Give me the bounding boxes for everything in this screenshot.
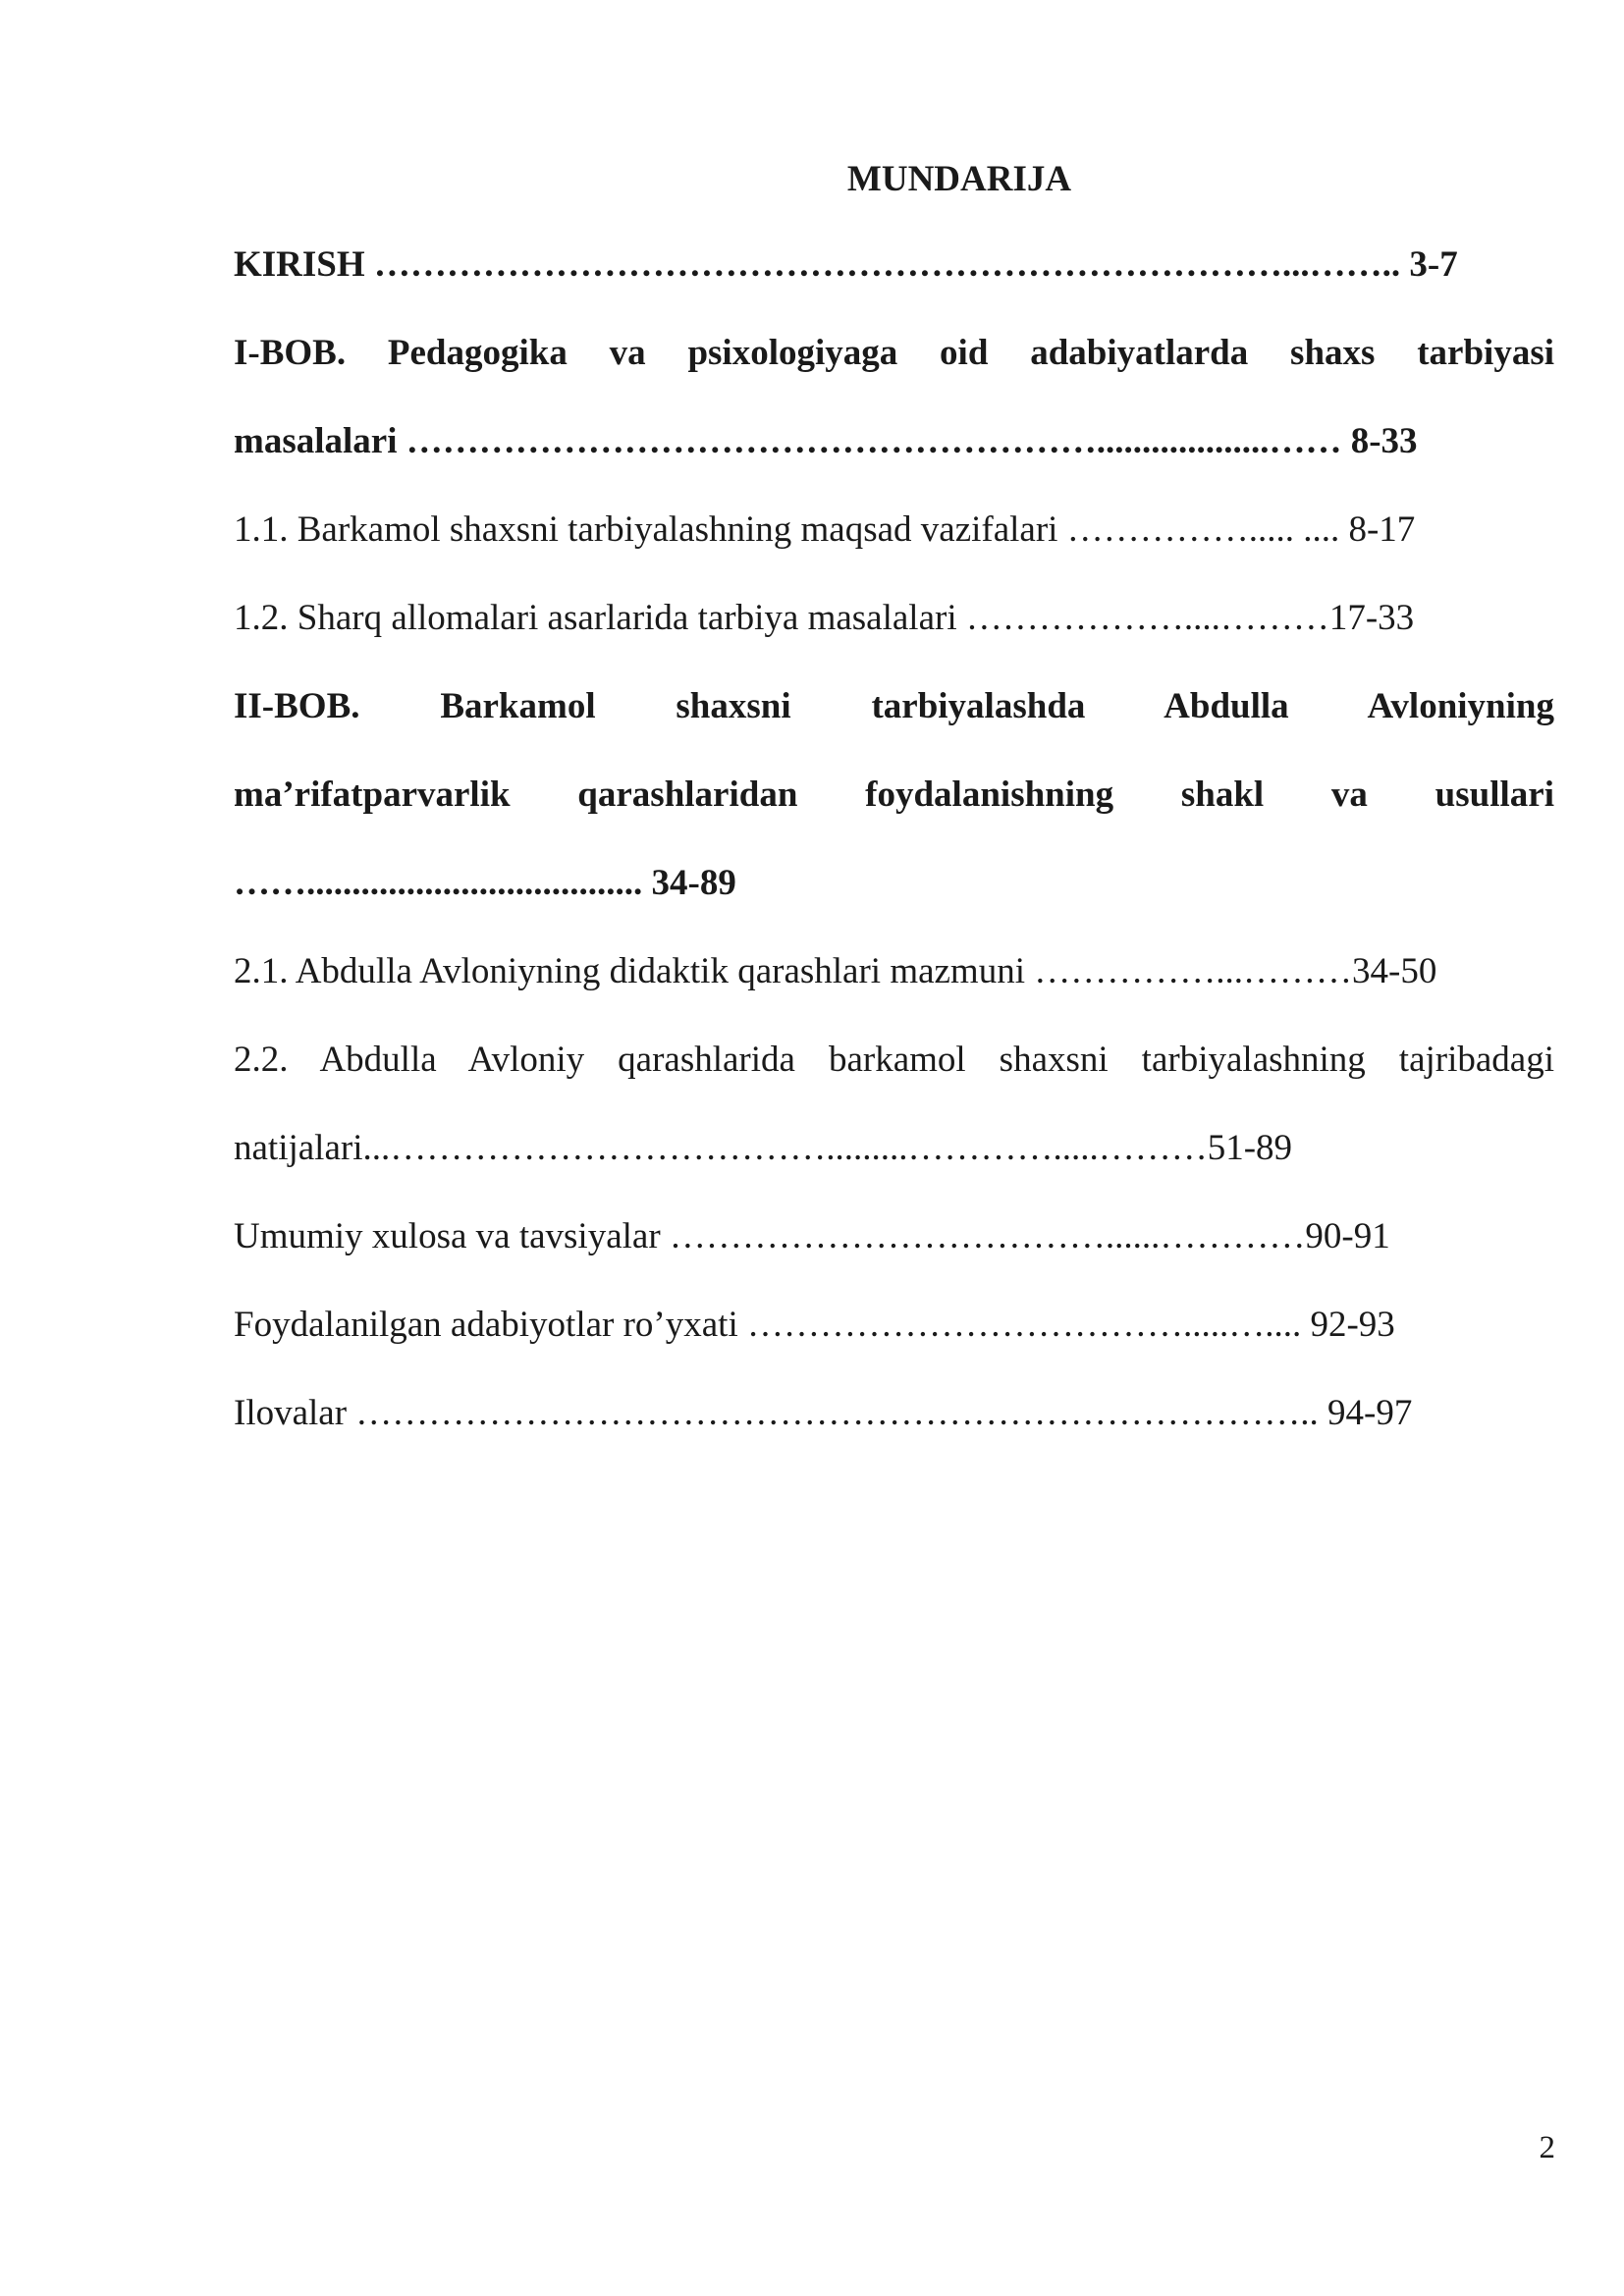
toc-entry-bob2-pages: ……..................................... 34-89 (234, 863, 736, 903)
table-of-contents (234, 221, 1554, 1458)
toc-entry-kirish: KIRISH …………………………………………………………………...…….. 3-7 (234, 244, 1458, 285)
toc-entry-section-2-1: 2.1. Abdulla Avloniyning didaktik qarashlari mazmuni ……………...………34-50 (234, 951, 1437, 991)
toc-entry-xulosa: Umumiy xulosa va tavsiyalar ………………………………......…………90-91 (234, 1216, 1390, 1256)
toc-entry-section-2-2: 2.2. Abdulla Avloniy qarashlarida barkamol shaxsni tarbiyalashning tajribadagi (234, 1040, 1554, 1080)
toc-entry-bob2-continuation: ma’rifatparvarlik qarashlaridan foydalanishning shakl va usullari (234, 774, 1554, 815)
page-number: 2 (1539, 2130, 1555, 2165)
toc-entry-section-2-2-continuation: natijalari...……………………………….........………….....………51-89 (234, 1128, 1293, 1168)
toc-entry-bob2-title: II-BOB. Barkamol shaxsni tarbiyalashda Abdulla Avloniyning (234, 686, 1554, 726)
toc-entry-section-1-2: 1.2. Sharq allomalari asarlarida tarbiya masalalari ………………....………17-33 (234, 598, 1415, 638)
toc-entry-ilovalar: Ilovalar …………………………………………………………………….. 94-97 (234, 1393, 1413, 1433)
toc-entry-adabiyotlar: Foydalanilgan adabiyotlar ro’yxati ……………………………….....….... 92-93 (234, 1305, 1395, 1345)
toc-entry-bob1-title: I-BOB. Pedagogika va psixologiyaga oid adabiyatlarda shaxs tarbiyasi (234, 333, 1554, 373)
toc-entry-section-1-1: 1.1. Barkamol shaxsni tarbiyalashning maqsad vazifalari ……………..... .... 8-17 (234, 509, 1416, 550)
toc-title: MUNDARIJA (846, 159, 1072, 199)
toc-entry-bob1-continuation: masalalari …………………………………………………...................…… 8-33 (234, 421, 1418, 461)
